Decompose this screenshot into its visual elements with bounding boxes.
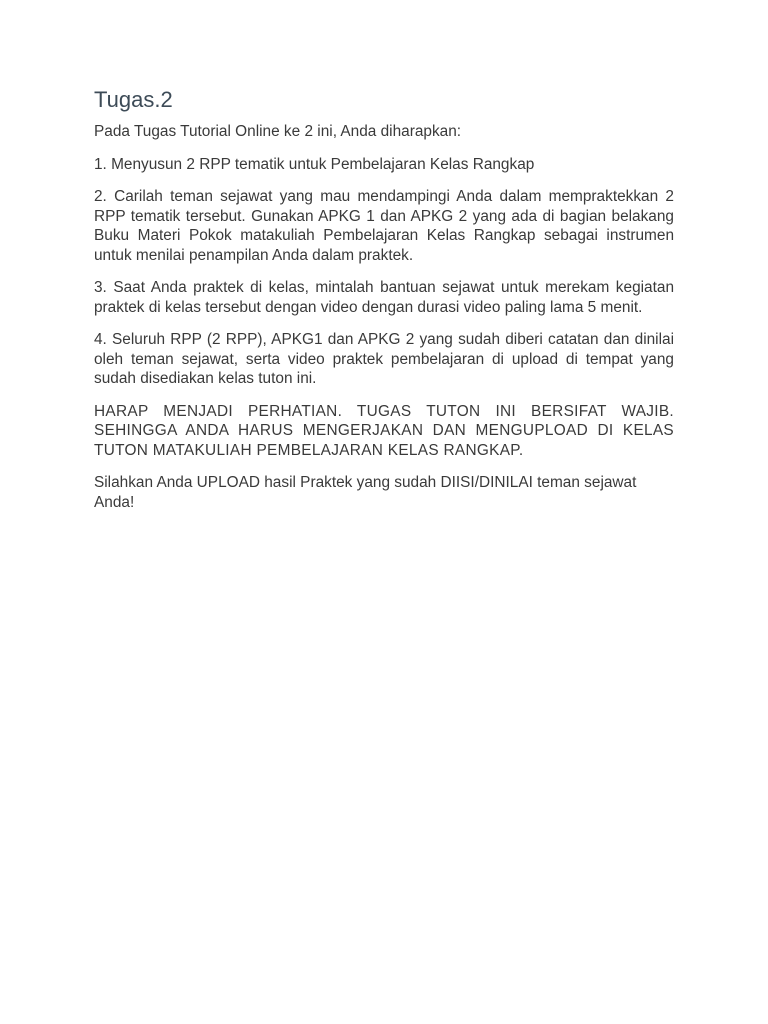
list-item-4: 4. Seluruh RPP (2 RPP), APKG1 dan APKG 2 yang sudah diberi catatan dan dinilai oleh teman sejawat, serta video praktek pembelajaran di upload di tempat yang sudah disediakan kelas tuton ini. bbox=[94, 331, 674, 387]
document-title: Tugas.2 bbox=[94, 87, 173, 112]
notice-paragraph: HARAP MENJADI PERHATIAN. TUGAS TUTON INI BERSIFAT WAJIB. SEHINGGA ANDA HARUS MENGERJAKAN DAN MENGUPLOAD DI KELAS TUTON MATAKULIAH PEMBELAJARAN KELAS RANGKAP. bbox=[94, 402, 674, 459]
list-item-3: 3. Saat Anda praktek di kelas, mintalah bantuan sejawat untuk merekam kegiatan praktek di kelas tersebut dengan video dengan durasi video paling lama 5 menit. bbox=[94, 279, 674, 316]
list-item-2: 2. Carilah teman sejawat yang mau mendampingi Anda dalam mempraktekkan 2 RPP tematik tersebut. Gunakan APKG 1 dan APKG 2 yang ada di bagian belakang Buku Materi Pokok matakuliah Pembelajaran Kelas Rangkap sebagai instrumen untuk menilai penampilan Anda dalam praktek. bbox=[94, 188, 674, 264]
closing-paragraph: Silahkan Anda UPLOAD hasil Praktek yang sudah DIISI/DINILAI teman sejawat Anda! bbox=[94, 474, 637, 511]
document-page bbox=[94, 84, 674, 525]
intro-paragraph: Pada Tugas Tutorial Online ke 2 ini, Anda diharapkan: bbox=[94, 123, 462, 140]
list-item-1: 1. Menyusun 2 RPP tematik untuk Pembelajaran Kelas Rangkap bbox=[94, 155, 535, 173]
